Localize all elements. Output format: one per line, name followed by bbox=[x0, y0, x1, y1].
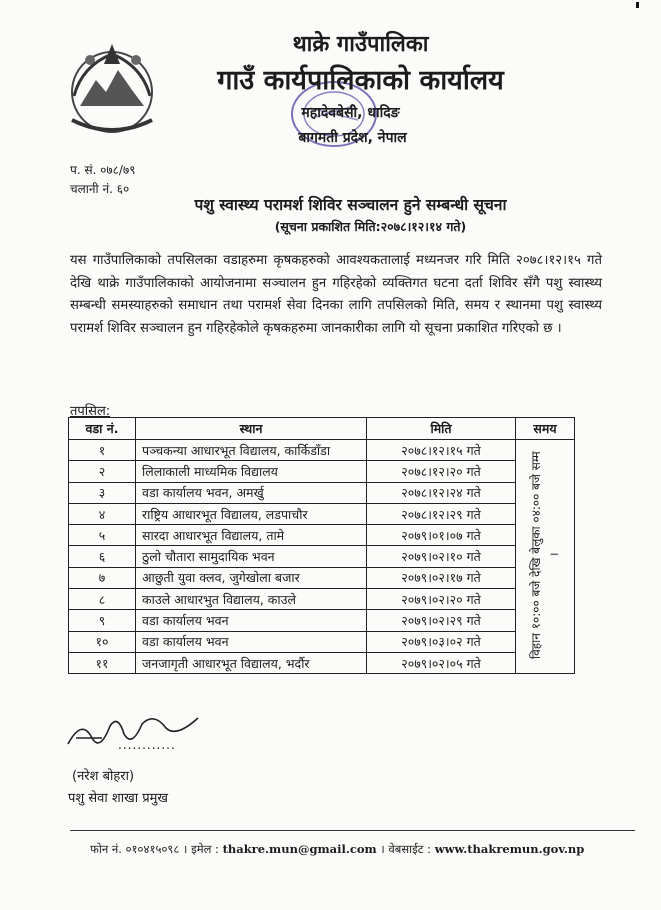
date-cell: २०७९।०२।१७ गते bbox=[367, 567, 516, 588]
time-cell bbox=[516, 440, 575, 674]
date-cell: २०७९।०२।२९ गते bbox=[367, 610, 516, 631]
ward-number-cell: ९ bbox=[69, 610, 136, 631]
place-cell: आछुती युवा क्लव, जुगेखोला बजार bbox=[136, 567, 367, 588]
ward-number-cell: ५ bbox=[69, 525, 136, 546]
table-row bbox=[69, 652, 575, 673]
letter-number: प. सं. ०७८/७९ bbox=[70, 163, 136, 177]
footer-contact bbox=[90, 842, 584, 857]
date-cell: २०७९।०२।२० गते bbox=[367, 589, 516, 610]
ward-number-cell: ७ bbox=[69, 567, 136, 588]
signatory-title: पशु सेवा शाखा प्रमुख bbox=[68, 791, 169, 806]
footer-website-label: । वेबसाईट : bbox=[380, 842, 432, 856]
table-header-row bbox=[69, 418, 575, 440]
date-cell: २०७८।१२।२९ गते bbox=[367, 503, 516, 524]
ward-number-cell: ३ bbox=[69, 482, 136, 503]
table-row bbox=[69, 461, 575, 482]
place-cell: वडा कार्यालय भवन bbox=[136, 610, 367, 631]
ward-number-cell: ११ bbox=[69, 652, 136, 673]
column-header-time: समय bbox=[516, 418, 575, 440]
table-row bbox=[69, 503, 575, 524]
province-country: बागमती प्रदेश, नेपाल bbox=[298, 130, 407, 146]
date-cell: २०७८।१२।१५ गते bbox=[367, 440, 516, 461]
footer-email: thakre.mun@gmail.com bbox=[222, 842, 377, 856]
date-cell: २०७९।०२।०५ गते bbox=[367, 652, 516, 673]
place-cell: ठुलो चौतारा सामुदायिक भवन bbox=[136, 546, 367, 567]
table-row bbox=[69, 482, 575, 503]
place-cell: वडा कार्यालय भवन bbox=[136, 631, 367, 652]
place-cell: लिलाकाली माध्यमिक विद्यालय bbox=[136, 461, 367, 482]
ward-number-cell: २ bbox=[69, 461, 136, 482]
date-cell: २०७८।१२।२४ गते bbox=[367, 482, 516, 503]
ward-number-cell: ४ bbox=[69, 503, 136, 524]
footer-website: www.thakremun.gov.np bbox=[434, 842, 585, 856]
column-header-date: मिति bbox=[367, 418, 516, 440]
ward-number-cell: ८ bbox=[69, 589, 136, 610]
notice-published-date: (सूचना प्रकाशित मिति:२०७८।१२।१४ गते) bbox=[274, 219, 467, 234]
column-header-place: स्थान bbox=[136, 418, 367, 440]
signatory-name: (नरेश बोहरा) bbox=[72, 769, 135, 784]
date-cell: २०७८।१२।२० गते bbox=[367, 461, 516, 482]
dispatch-number: चलानी नं. ६० bbox=[70, 182, 130, 196]
table-row bbox=[69, 567, 575, 588]
place-cell: राष्ट्रिय आधारभूत विद्यालय, लडपाचौर bbox=[136, 503, 367, 524]
office-location: महादेवबेसी, धादिङ bbox=[301, 105, 400, 121]
place-cell: वडा कार्यालय भवन, अमर्खु bbox=[136, 482, 367, 503]
date-cell: २०७९।०३।०२ गते bbox=[367, 631, 516, 652]
office-name: गाउँ कार्यपालिकाको कार्यालय bbox=[217, 65, 504, 96]
place-cell: जनजागृती आधारभूत विद्यालय, भर्दौर bbox=[136, 652, 367, 673]
table-row bbox=[69, 525, 575, 546]
table-row bbox=[69, 546, 575, 567]
signature-line: ............ bbox=[118, 738, 176, 752]
column-header-ward: वडा नं. bbox=[69, 418, 136, 440]
footer-phone: फोन नं. ०१०४१५०९८ । इमेल : bbox=[90, 842, 219, 856]
ward-number-cell: १ bbox=[69, 440, 136, 461]
scan-mark bbox=[636, 2, 639, 8]
details-label: तपसिल: bbox=[70, 404, 111, 419]
ward-number-cell: १० bbox=[69, 631, 136, 652]
schedule-table bbox=[68, 417, 575, 674]
municipality-name: थाक्रे गाउँपालिका bbox=[292, 32, 429, 57]
table-row bbox=[69, 610, 575, 631]
table-row bbox=[69, 631, 575, 652]
place-cell: काउले आधारभुत विद्यालय, काउले bbox=[136, 589, 367, 610]
place-cell: पञ्चकन्या आधारभूत विद्यालय, कार्किडाँडा bbox=[136, 440, 367, 461]
notice-title: पशु स्वास्थ्य परामर्श शिविर सञ्चालन हुने सम्बन्धी सूचना bbox=[194, 196, 507, 214]
table-row bbox=[69, 440, 575, 461]
footer-divider bbox=[70, 830, 635, 831]
notice-body: यस गाउँपालिकाको तपसिलका वडाहरुमा कृषकहरुको आवश्यकतालाई मध्यनजर गरि मिति २०७८।१२।१५ गते देखि थाक्रे गाउँपालिकाको आयोजनामा सञ्चालन हुन गहिरहेको व्यक्तिगत घटना दर्ता शिविर सँगै पशु स्वास्थ्य सम्बन्धी समस्याहरुको समाधान तथा परामर्श सेवा दिनका लागि तपसिलको मिति, समय र स्थानमा पशु स्वास्थ्य परामर्श शिविर सञ्चालन हुन गहिरहेकोले कृषकहरुमा जानकारीका लागि यो सूचना प्रकाशित गरिएको छ । bbox=[70, 253, 602, 336]
date-cell: २०७९।०१।०७ गते bbox=[367, 525, 516, 546]
ward-number-cell: ६ bbox=[69, 546, 136, 567]
date-cell: २०७९।०२।१० गते bbox=[367, 546, 516, 567]
table-row bbox=[69, 589, 575, 610]
place-cell: सारदा आधारभूत विद्यालय, तामे bbox=[136, 525, 367, 546]
time-text: विहान १०:०० बजे देखि बेलुका ०४:०० बजे सम्म । bbox=[529, 451, 561, 659]
